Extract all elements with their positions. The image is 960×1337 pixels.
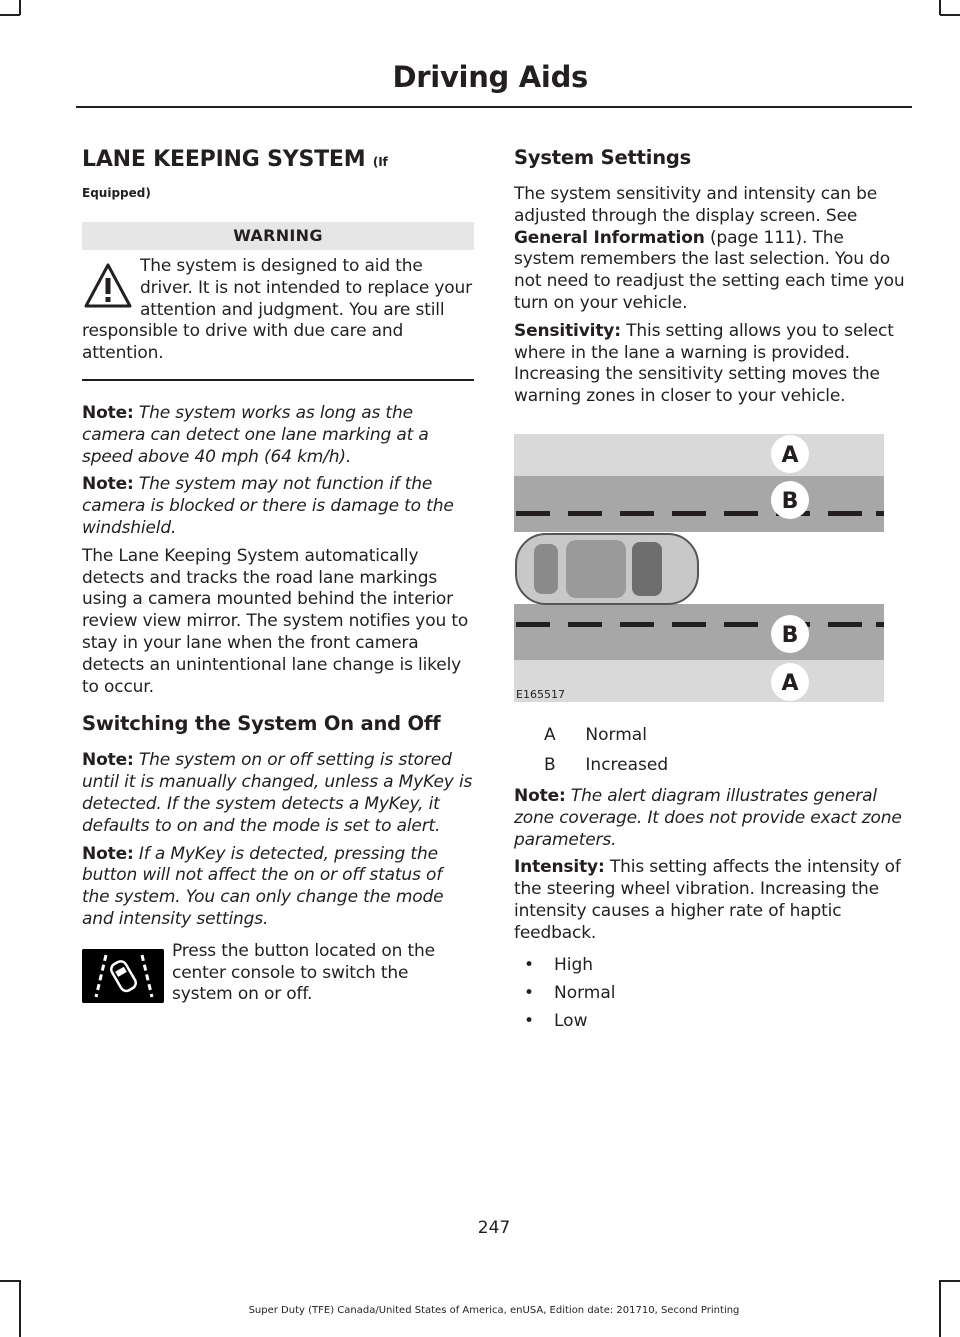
- note-text: The alert diagram illustrates general zone coverage. It does not provide exact zone parameters.: [514, 785, 902, 850]
- warning-box: [82, 222, 474, 381]
- button-instruction: [82, 941, 474, 1006]
- warning-body: [82, 250, 474, 381]
- note-label: Note:: [514, 785, 566, 806]
- footer-edition: Super Duty (TFE) Canada/United States of America, enUSA, Edition date: 201710, Second Printing: [248, 1305, 740, 1316]
- note-camera-speed: [82, 403, 474, 468]
- header-rule: [76, 106, 912, 108]
- bullet: •: [524, 954, 535, 975]
- left-column: [82, 140, 474, 1012]
- note-label: Note:: [82, 750, 134, 771]
- car-icon: [516, 534, 698, 604]
- crop-mark: [940, 1280, 960, 1282]
- warning-text: The system is designed to aid the driver. It is not intended to replace your attention and judgment. You are still responsible to drive with due care and attention.: [82, 256, 473, 364]
- zone-label-b-top: B: [781, 488, 799, 514]
- crop-mark: [0, 14, 20, 16]
- settings-description: [514, 184, 906, 315]
- intensity-options: [514, 951, 906, 1035]
- crop-mark: [939, 0, 941, 15]
- sensitivity-text: This setting allows you to select where in the lane a warning is provided. Increasing the sensitivity setting moves the warning zones in closer to your vehicle.: [514, 320, 894, 407]
- legend-value: Normal: [585, 724, 647, 745]
- heading-text: LANE KEEPING SYSTEM: [82, 147, 366, 172]
- subheading-settings: System Settings: [514, 146, 692, 169]
- section-title: Driving Aids: [392, 60, 588, 94]
- legend-row: [514, 720, 906, 750]
- diagram-image-id: E165517: [516, 687, 565, 701]
- bullet: •: [524, 1010, 535, 1031]
- lks-description: The Lane Keeping System automatically detects and tracks the road lane markings using a camera mounted behind the interior review view mirror. The system notifies you to stay in your lane when the front camera detects an unintentional lane change is likely to occur.: [82, 545, 469, 697]
- note-text: The system on or off setting is stored until it is manually changed, unless a MyKey is detected. If the system detects a MyKey, it defaults to on and the mode is set to alert.: [82, 750, 473, 836]
- right-column: [514, 140, 906, 1035]
- note-label: Note:: [82, 474, 134, 495]
- diagram-legend: [514, 720, 906, 780]
- note-text: The system may not function if the camera is blocked or there is damage to the windshield.: [82, 474, 454, 538]
- button-text: Press the button located on the center console to switch the system on or off.: [172, 940, 435, 1005]
- note-text: If a MyKey is detected, pressing the button will not affect the on or off status of the system. You can only change the mode and intensity settings.: [82, 843, 444, 929]
- list-item-text: Low: [554, 1010, 588, 1031]
- intensity-label: Intensity:: [514, 857, 605, 878]
- note-mykey-button: [82, 844, 474, 931]
- note-label: Note:: [82, 402, 134, 423]
- note-alert-diagram: [514, 786, 906, 851]
- subheading-switching: Switching the System On and Off: [82, 712, 441, 736]
- sensitivity-description: [514, 321, 906, 408]
- list-item: [514, 979, 906, 1007]
- legend-key: A: [544, 724, 556, 745]
- crop-mark: [0, 1280, 20, 1282]
- zone-label-b-bottom: B: [781, 622, 799, 648]
- list-item-text: Normal: [554, 982, 616, 1003]
- intensity-text: This setting affects the intensity of the steering wheel vibration. Increasing the intensity causes a higher rate of haptic feedback.: [514, 857, 901, 943]
- settings-text: The system sensitivity and intensity can be adjusted through the display screen. See: [514, 184, 878, 226]
- intensity-description: [514, 857, 906, 944]
- section-heading: [82, 140, 474, 182]
- zone-label-a-top: A: [781, 442, 799, 468]
- legend-row: [514, 750, 906, 780]
- zone-label-a-bottom: A: [781, 670, 799, 696]
- page-number: 247: [477, 1218, 511, 1238]
- note-label: Note:: [82, 843, 134, 864]
- note-camera-blocked: [82, 474, 474, 539]
- note-text: The system works as long as the camera can detect one lane marking at a speed above 40 mph (64 km/h).: [82, 402, 429, 467]
- warning-triangle-icon: [84, 262, 132, 310]
- settings-text-end: (page 111). The system remembers the last selection. You do not need to readjust the setting each time you turn on your vehicle.: [514, 227, 905, 313]
- list-item: [514, 951, 906, 979]
- sensitivity-label: Sensitivity:: [514, 320, 621, 341]
- list-item-text: High: [554, 954, 594, 975]
- bullet: •: [524, 982, 535, 1003]
- crop-mark: [19, 0, 21, 15]
- crop-mark: [940, 14, 960, 16]
- general-information-link[interactable]: General Information: [514, 227, 705, 248]
- note-mykey-stored: [82, 750, 474, 837]
- legend-key: B: [544, 754, 556, 775]
- heading-suffix: (If: [372, 155, 388, 169]
- warning-title: WARNING: [82, 222, 474, 250]
- lane-zone-diagram: [514, 434, 884, 702]
- legend-value: Increased: [585, 754, 669, 775]
- list-item: [514, 1007, 906, 1035]
- heading-suffix-2: Equipped): [82, 186, 151, 200]
- lane-keeping-button-icon: [82, 949, 164, 1003]
